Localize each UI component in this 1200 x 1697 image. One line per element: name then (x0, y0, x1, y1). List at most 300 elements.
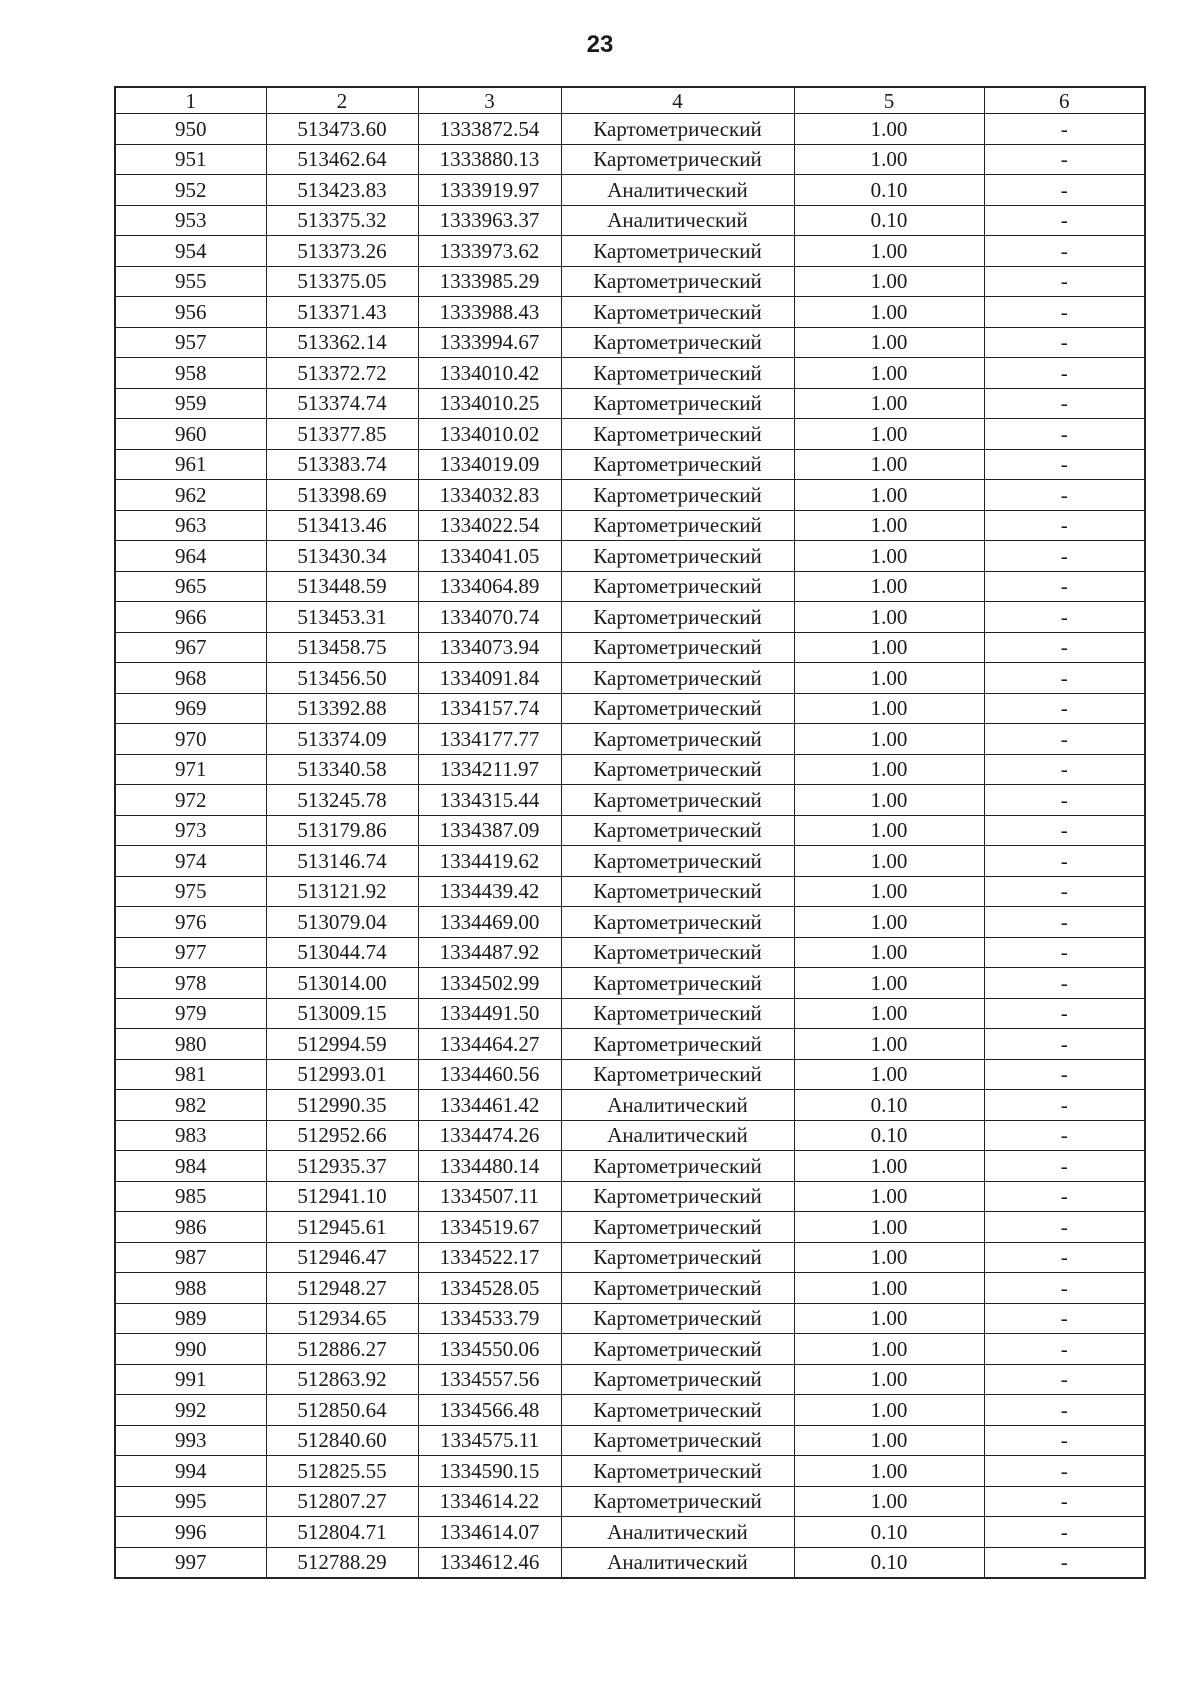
y-coordinate-cell: 1334387.09 (418, 815, 561, 846)
column-header: 2 (266, 87, 418, 114)
y-coordinate-cell: 1334614.07 (418, 1517, 561, 1548)
table-row (115, 998, 1145, 1029)
table-row (115, 1151, 1145, 1182)
y-coordinate-cell: 1333973.62 (418, 236, 561, 267)
method-cell: Картометрический (561, 754, 794, 785)
accuracy-cell: 0.10 (794, 1547, 984, 1578)
y-coordinate-cell: 1334507.11 (418, 1181, 561, 1212)
table-row (115, 480, 1145, 511)
note-cell: - (984, 1090, 1145, 1121)
y-coordinate-cell: 1334522.17 (418, 1242, 561, 1273)
table-row (115, 1120, 1145, 1151)
y-coordinate-cell: 1334480.14 (418, 1151, 561, 1182)
method-cell: Картометрический (561, 968, 794, 999)
note-cell: - (984, 1303, 1145, 1334)
x-coordinate-cell: 513377.85 (266, 419, 418, 450)
y-coordinate-cell: 1334502.99 (418, 968, 561, 999)
point-number-cell: 951 (115, 144, 266, 175)
note-cell: - (984, 998, 1145, 1029)
method-cell: Картометрический (561, 480, 794, 511)
table-row (115, 1059, 1145, 1090)
y-coordinate-cell: 1334566.48 (418, 1395, 561, 1426)
table-row (115, 571, 1145, 602)
accuracy-cell: 1.00 (794, 1395, 984, 1426)
x-coordinate-cell: 513044.74 (266, 937, 418, 968)
point-number-cell: 967 (115, 632, 266, 663)
y-coordinate-cell: 1334469.00 (418, 907, 561, 938)
note-cell: - (984, 846, 1145, 877)
coordinates-table (114, 86, 1146, 1579)
accuracy-cell: 1.00 (794, 1242, 984, 1273)
table-row (115, 327, 1145, 358)
y-coordinate-cell: 1334211.97 (418, 754, 561, 785)
table-row (115, 114, 1145, 145)
point-number-cell: 992 (115, 1395, 266, 1426)
note-cell: - (984, 480, 1145, 511)
table-row (115, 449, 1145, 480)
table-row (115, 1273, 1145, 1304)
point-number-cell: 994 (115, 1456, 266, 1487)
note-cell: - (984, 1334, 1145, 1365)
x-coordinate-cell: 513453.31 (266, 602, 418, 633)
table-row (115, 1425, 1145, 1456)
x-coordinate-cell: 513375.32 (266, 205, 418, 236)
x-coordinate-cell: 513374.09 (266, 724, 418, 755)
y-coordinate-cell: 1334491.50 (418, 998, 561, 1029)
accuracy-cell: 1.00 (794, 724, 984, 755)
accuracy-cell: 0.10 (794, 1517, 984, 1548)
y-coordinate-cell: 1334073.94 (418, 632, 561, 663)
y-coordinate-cell: 1334614.22 (418, 1486, 561, 1517)
point-number-cell: 962 (115, 480, 266, 511)
method-cell: Картометрический (561, 663, 794, 694)
accuracy-cell: 1.00 (794, 602, 984, 633)
method-cell: Картометрический (561, 937, 794, 968)
accuracy-cell: 1.00 (794, 754, 984, 785)
method-cell: Картометрический (561, 449, 794, 480)
x-coordinate-cell: 513473.60 (266, 114, 418, 145)
point-number-cell: 995 (115, 1486, 266, 1517)
method-cell: Аналитический (561, 205, 794, 236)
point-number-cell: 978 (115, 968, 266, 999)
point-number-cell: 972 (115, 785, 266, 816)
y-coordinate-cell: 1334461.42 (418, 1090, 561, 1121)
note-cell: - (984, 1456, 1145, 1487)
note-cell: - (984, 1517, 1145, 1548)
point-number-cell: 997 (115, 1547, 266, 1578)
note-cell: - (984, 266, 1145, 297)
accuracy-cell: 1.00 (794, 388, 984, 419)
point-number-cell: 960 (115, 419, 266, 450)
accuracy-cell: 1.00 (794, 419, 984, 450)
y-coordinate-cell: 1333919.97 (418, 175, 561, 206)
point-number-cell: 971 (115, 754, 266, 785)
note-cell: - (984, 541, 1145, 572)
x-coordinate-cell: 513430.34 (266, 541, 418, 572)
method-cell: Картометрический (561, 632, 794, 663)
table-row (115, 144, 1145, 175)
y-coordinate-cell: 1334010.02 (418, 419, 561, 450)
x-coordinate-cell: 512886.27 (266, 1334, 418, 1365)
method-cell: Картометрический (561, 1303, 794, 1334)
method-cell: Картометрический (561, 1242, 794, 1273)
accuracy-cell: 1.00 (794, 1212, 984, 1243)
table-row (115, 419, 1145, 450)
point-number-cell: 983 (115, 1120, 266, 1151)
table-row (115, 663, 1145, 694)
method-cell: Картометрический (561, 358, 794, 389)
table-row (115, 388, 1145, 419)
accuracy-cell: 1.00 (794, 1425, 984, 1456)
table-row (115, 754, 1145, 785)
column-header: 4 (561, 87, 794, 114)
note-cell: - (984, 1212, 1145, 1243)
x-coordinate-cell: 512825.55 (266, 1456, 418, 1487)
table-row (115, 907, 1145, 938)
method-cell: Картометрический (561, 846, 794, 877)
x-coordinate-cell: 512850.64 (266, 1395, 418, 1426)
x-coordinate-cell: 513371.43 (266, 297, 418, 328)
x-coordinate-cell: 512804.71 (266, 1517, 418, 1548)
note-cell: - (984, 1273, 1145, 1304)
column-header: 1 (115, 87, 266, 114)
x-coordinate-cell: 513373.26 (266, 236, 418, 267)
x-coordinate-cell: 512990.35 (266, 1090, 418, 1121)
y-coordinate-cell: 1334091.84 (418, 663, 561, 694)
point-number-cell: 970 (115, 724, 266, 755)
point-number-cell: 976 (115, 907, 266, 938)
accuracy-cell: 1.00 (794, 907, 984, 938)
table-row (115, 968, 1145, 999)
x-coordinate-cell: 513456.50 (266, 663, 418, 694)
accuracy-cell: 0.10 (794, 1120, 984, 1151)
accuracy-cell: 1.00 (794, 114, 984, 145)
y-coordinate-cell: 1334064.89 (418, 571, 561, 602)
point-number-cell: 954 (115, 236, 266, 267)
y-coordinate-cell: 1334177.77 (418, 724, 561, 755)
accuracy-cell: 1.00 (794, 510, 984, 541)
x-coordinate-cell: 513079.04 (266, 907, 418, 938)
x-coordinate-cell: 512952.66 (266, 1120, 418, 1151)
table-row (115, 632, 1145, 663)
x-coordinate-cell: 513372.72 (266, 358, 418, 389)
point-number-cell: 984 (115, 1151, 266, 1182)
method-cell: Картометрический (561, 724, 794, 755)
note-cell: - (984, 1486, 1145, 1517)
method-cell: Картометрический (561, 1181, 794, 1212)
accuracy-cell: 1.00 (794, 480, 984, 511)
point-number-cell: 959 (115, 388, 266, 419)
method-cell: Картометрический (561, 1212, 794, 1243)
table-row (115, 937, 1145, 968)
method-cell: Картометрический (561, 1059, 794, 1090)
point-number-cell: 965 (115, 571, 266, 602)
table-row (115, 876, 1145, 907)
y-coordinate-cell: 1334533.79 (418, 1303, 561, 1334)
accuracy-cell: 1.00 (794, 1486, 984, 1517)
accuracy-cell: 1.00 (794, 632, 984, 663)
y-coordinate-cell: 1334070.74 (418, 602, 561, 633)
method-cell: Картометрический (561, 419, 794, 450)
point-number-cell: 991 (115, 1364, 266, 1395)
y-coordinate-cell: 1334528.05 (418, 1273, 561, 1304)
accuracy-cell: 1.00 (794, 785, 984, 816)
note-cell: - (984, 388, 1145, 419)
accuracy-cell: 1.00 (794, 571, 984, 602)
table-row (115, 1181, 1145, 1212)
table-row (115, 1364, 1145, 1395)
note-cell: - (984, 1151, 1145, 1182)
table-body (115, 114, 1145, 1579)
accuracy-cell: 1.00 (794, 1303, 984, 1334)
x-coordinate-cell: 512941.10 (266, 1181, 418, 1212)
x-coordinate-cell: 512788.29 (266, 1547, 418, 1578)
point-number-cell: 963 (115, 510, 266, 541)
note-cell: - (984, 510, 1145, 541)
point-number-cell: 973 (115, 815, 266, 846)
point-number-cell: 953 (115, 205, 266, 236)
table-row (115, 1334, 1145, 1365)
y-coordinate-cell: 1334022.54 (418, 510, 561, 541)
y-coordinate-cell: 1334557.56 (418, 1364, 561, 1395)
x-coordinate-cell: 513014.00 (266, 968, 418, 999)
x-coordinate-cell: 513375.05 (266, 266, 418, 297)
y-coordinate-cell: 1334487.92 (418, 937, 561, 968)
accuracy-cell: 1.00 (794, 358, 984, 389)
note-cell: - (984, 419, 1145, 450)
table-row (115, 1303, 1145, 1334)
method-cell: Аналитический (561, 1517, 794, 1548)
accuracy-cell: 1.00 (794, 449, 984, 480)
column-header: 5 (794, 87, 984, 114)
method-cell: Картометрический (561, 1486, 794, 1517)
x-coordinate-cell: 512994.59 (266, 1029, 418, 1060)
table-row (115, 1090, 1145, 1121)
method-cell: Аналитический (561, 1547, 794, 1578)
method-cell: Картометрический (561, 815, 794, 846)
note-cell: - (984, 785, 1145, 816)
note-cell: - (984, 1181, 1145, 1212)
method-cell: Картометрический (561, 1364, 794, 1395)
x-coordinate-cell: 513423.83 (266, 175, 418, 206)
note-cell: - (984, 358, 1145, 389)
method-cell: Картометрический (561, 876, 794, 907)
y-coordinate-cell: 1334419.62 (418, 846, 561, 877)
table-row (115, 297, 1145, 328)
note-cell: - (984, 144, 1145, 175)
method-cell: Картометрический (561, 1425, 794, 1456)
point-number-cell: 989 (115, 1303, 266, 1334)
y-coordinate-cell: 1334019.09 (418, 449, 561, 480)
table-row (115, 236, 1145, 267)
column-header: 6 (984, 87, 1145, 114)
table-row (115, 1029, 1145, 1060)
table-row (115, 693, 1145, 724)
accuracy-cell: 1.00 (794, 541, 984, 572)
point-number-cell: 990 (115, 1334, 266, 1365)
accuracy-cell: 1.00 (794, 236, 984, 267)
method-cell: Аналитический (561, 1120, 794, 1151)
x-coordinate-cell: 513179.86 (266, 815, 418, 846)
method-cell: Картометрический (561, 266, 794, 297)
accuracy-cell: 1.00 (794, 846, 984, 877)
note-cell: - (984, 327, 1145, 358)
table-row (115, 358, 1145, 389)
y-coordinate-cell: 1334590.15 (418, 1456, 561, 1487)
note-cell: - (984, 815, 1145, 846)
accuracy-cell: 1.00 (794, 876, 984, 907)
method-cell: Картометрический (561, 144, 794, 175)
note-cell: - (984, 907, 1145, 938)
point-number-cell: 956 (115, 297, 266, 328)
table-row (115, 510, 1145, 541)
y-coordinate-cell: 1334550.06 (418, 1334, 561, 1365)
note-cell: - (984, 1059, 1145, 1090)
x-coordinate-cell: 513009.15 (266, 998, 418, 1029)
point-number-cell: 968 (115, 663, 266, 694)
note-cell: - (984, 1547, 1145, 1578)
note-cell: - (984, 236, 1145, 267)
table-row (115, 815, 1145, 846)
table-row (115, 205, 1145, 236)
method-cell: Картометрический (561, 1456, 794, 1487)
y-coordinate-cell: 1334041.05 (418, 541, 561, 572)
accuracy-cell: 1.00 (794, 327, 984, 358)
y-coordinate-cell: 1334464.27 (418, 1029, 561, 1060)
accuracy-cell: 1.00 (794, 663, 984, 694)
x-coordinate-cell: 513448.59 (266, 571, 418, 602)
note-cell: - (984, 937, 1145, 968)
point-number-cell: 955 (115, 266, 266, 297)
accuracy-cell: 1.00 (794, 815, 984, 846)
method-cell: Картометрический (561, 907, 794, 938)
point-number-cell: 957 (115, 327, 266, 358)
method-cell: Картометрический (561, 236, 794, 267)
y-coordinate-cell: 1334474.26 (418, 1120, 561, 1151)
point-number-cell: 979 (115, 998, 266, 1029)
note-cell: - (984, 754, 1145, 785)
point-number-cell: 952 (115, 175, 266, 206)
accuracy-cell: 1.00 (794, 998, 984, 1029)
x-coordinate-cell: 512945.61 (266, 1212, 418, 1243)
y-coordinate-cell: 1334519.67 (418, 1212, 561, 1243)
method-cell: Картометрический (561, 297, 794, 328)
method-cell: Картометрический (561, 1029, 794, 1060)
note-cell: - (984, 1029, 1145, 1060)
point-number-cell: 980 (115, 1029, 266, 1060)
method-cell: Аналитический (561, 175, 794, 206)
accuracy-cell: 1.00 (794, 266, 984, 297)
table-row (115, 1456, 1145, 1487)
point-number-cell: 981 (115, 1059, 266, 1090)
table-row (115, 1517, 1145, 1548)
accuracy-cell: 0.10 (794, 175, 984, 206)
accuracy-cell: 1.00 (794, 1059, 984, 1090)
method-cell: Картометрический (561, 1395, 794, 1426)
point-number-cell: 961 (115, 449, 266, 480)
page-number: 23 (586, 31, 614, 58)
point-number-cell: 993 (115, 1425, 266, 1456)
method-cell: Картометрический (561, 541, 794, 572)
x-coordinate-cell: 513374.74 (266, 388, 418, 419)
point-number-cell: 987 (115, 1242, 266, 1273)
table-row (115, 175, 1145, 206)
x-coordinate-cell: 513121.92 (266, 876, 418, 907)
method-cell: Картометрический (561, 785, 794, 816)
point-number-cell: 966 (115, 602, 266, 633)
x-coordinate-cell: 512934.65 (266, 1303, 418, 1334)
x-coordinate-cell: 512948.27 (266, 1273, 418, 1304)
note-cell: - (984, 602, 1145, 633)
accuracy-cell: 1.00 (794, 937, 984, 968)
table-row (115, 1547, 1145, 1578)
note-cell: - (984, 175, 1145, 206)
note-cell: - (984, 693, 1145, 724)
table-row (115, 785, 1145, 816)
y-coordinate-cell: 1333880.13 (418, 144, 561, 175)
method-cell: Аналитический (561, 1090, 794, 1121)
x-coordinate-cell: 513340.58 (266, 754, 418, 785)
point-number-cell: 986 (115, 1212, 266, 1243)
y-coordinate-cell: 1334460.56 (418, 1059, 561, 1090)
y-coordinate-cell: 1333985.29 (418, 266, 561, 297)
note-cell: - (984, 1242, 1145, 1273)
method-cell: Картометрический (561, 510, 794, 541)
note-cell: - (984, 571, 1145, 602)
note-cell: - (984, 663, 1145, 694)
column-header: 3 (418, 87, 561, 114)
table-row (115, 602, 1145, 633)
y-coordinate-cell: 1333988.43 (418, 297, 561, 328)
note-cell: - (984, 1425, 1145, 1456)
point-number-cell: 958 (115, 358, 266, 389)
method-cell: Картометрический (561, 114, 794, 145)
x-coordinate-cell: 513245.78 (266, 785, 418, 816)
note-cell: - (984, 449, 1145, 480)
x-coordinate-cell: 513462.64 (266, 144, 418, 175)
x-coordinate-cell: 513398.69 (266, 480, 418, 511)
note-cell: - (984, 297, 1145, 328)
x-coordinate-cell: 513146.74 (266, 846, 418, 877)
note-cell: - (984, 1364, 1145, 1395)
x-coordinate-cell: 512935.37 (266, 1151, 418, 1182)
point-number-cell: 996 (115, 1517, 266, 1548)
method-cell: Картометрический (561, 327, 794, 358)
table-row (115, 541, 1145, 572)
point-number-cell: 985 (115, 1181, 266, 1212)
table-row (115, 266, 1145, 297)
y-coordinate-cell: 1334315.44 (418, 785, 561, 816)
method-cell: Картометрический (561, 1273, 794, 1304)
accuracy-cell: 1.00 (794, 1334, 984, 1365)
method-cell: Картометрический (561, 1151, 794, 1182)
y-coordinate-cell: 1333994.67 (418, 327, 561, 358)
note-cell: - (984, 724, 1145, 755)
y-coordinate-cell: 1333963.37 (418, 205, 561, 236)
point-number-cell: 974 (115, 846, 266, 877)
accuracy-cell: 0.10 (794, 205, 984, 236)
y-coordinate-cell: 1334157.74 (418, 693, 561, 724)
y-coordinate-cell: 1334010.25 (418, 388, 561, 419)
x-coordinate-cell: 512840.60 (266, 1425, 418, 1456)
table-row (115, 1486, 1145, 1517)
method-cell: Картометрический (561, 998, 794, 1029)
method-cell: Картометрический (561, 693, 794, 724)
table-row (115, 846, 1145, 877)
note-cell: - (984, 632, 1145, 663)
accuracy-cell: 0.10 (794, 1090, 984, 1121)
method-cell: Картометрический (561, 571, 794, 602)
